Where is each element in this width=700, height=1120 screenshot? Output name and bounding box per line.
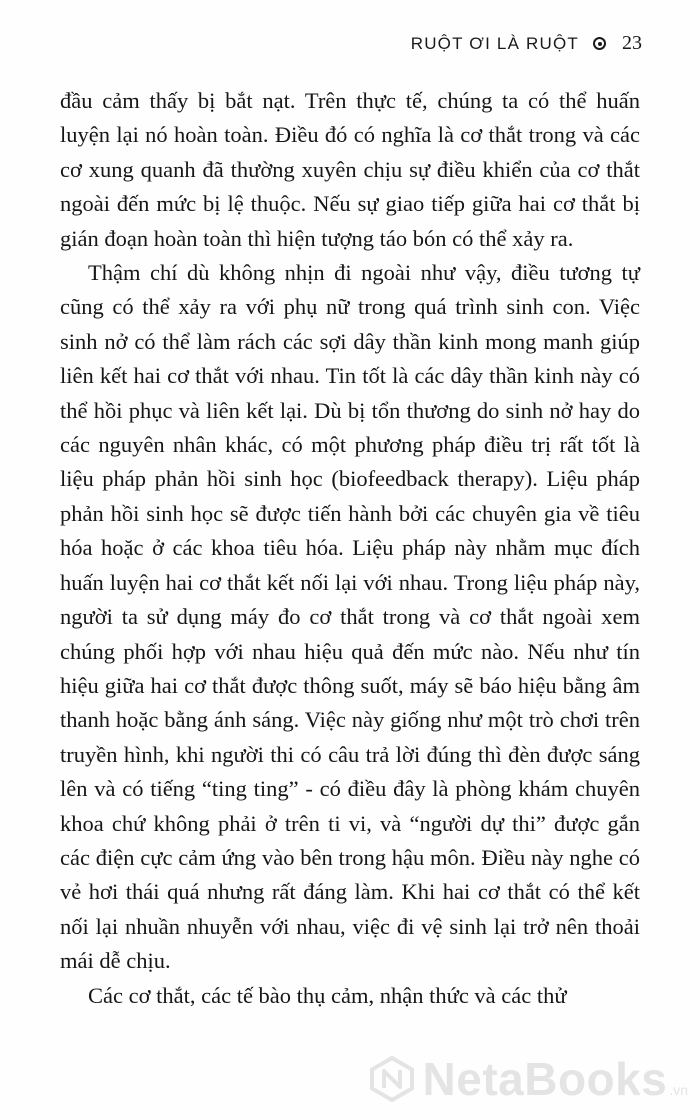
paragraph-continued: đầu cảm thấy bị bắt nạt. Trên thực tế, chúng ta có thể huấn luyện lại nó hoàn toàn. Điều đó có nghĩa là cơ thắt trong và các cơ xung quanh đã thường xuyên chịu sự điều khiển của cơ thắt ngoài đến mức bị lệ thuộc. Nếu sự giao tiếp giữa hai cơ thắt bị gián đoạn hoàn toàn thì hiện tượng táo bón có thể xảy ra. — [60, 88, 640, 251]
paragraph-biofeedback: Thậm chí dù không nhịn đi ngoài như vậy, điều tương tự cũng có thể xảy ra với phụ nữ trong quá trình sinh con. Việc sinh nở có thể làm rách các sợi dây thần kinh mong manh giúp liên kết hai cơ thắt với nhau. Tin tốt là các dây thần kinh này có thể hồi phục và liên kết lại. Dù bị tổn thương do sinh nở hay do các nguyên nhân khác, có một phương pháp điều trị rất tốt là liệu pháp phản hồi sinh học (biofeedback therapy). Liệu pháp phản hồi sinh học sẽ được tiến hành bởi các chuyên gia về tiêu hóa hoặc ở các khoa tiêu hóa. Liệu pháp này nhằm mục đích huấn luyện hai cơ thắt kết nối lại với nhau. Trong liệu pháp này, người ta sử dụng máy đo cơ thắt trong và cơ thắt ngoài xem chúng phối hợp với nhau hiệu quả đến mức nào. Nếu như tín hiệu giữa hai cơ thắt được thông suốt, máy sẽ báo hiệu bằng âm thanh hoặc bằng ánh sáng. Việc này giống như một trò chơi trên truyền hình, khi người thi có câu trả lời đúng thì đèn được sáng lên và có tiếng “ting ting” - có điều đây là phòng khám chuyên khoa chứ không phải ở trên ti vi, và “người dự thi” được gắn các điện cực cảm ứng vào bên trong hậu môn. Điều này nghe có vẻ hơi thái quá nhưng rất đáng làm. Khi hai cơ thắt có thể kết nối lại nhuần nhuyễn với nhau, việc đi vệ sinh lại trở nên thoải mái dễ chịu. — [60, 260, 640, 974]
page-number: 23 — [622, 32, 642, 54]
running-header — [411, 32, 642, 55]
watermark — [369, 1052, 688, 1106]
netabooks-logo-icon — [369, 1056, 415, 1102]
watermark-brand: NetaBooks — [422, 1053, 668, 1105]
watermark-suffix: .vn — [669, 1082, 688, 1098]
running-title: RUỘT ƠI LÀ RUỘT — [410, 33, 579, 53]
paragraph-last-line: Các cơ thắt, các tế bào thụ cảm, nhận thức và các thử — [88, 982, 567, 1008]
circle-dot-icon — [593, 37, 606, 50]
body-text — [60, 84, 640, 1013]
